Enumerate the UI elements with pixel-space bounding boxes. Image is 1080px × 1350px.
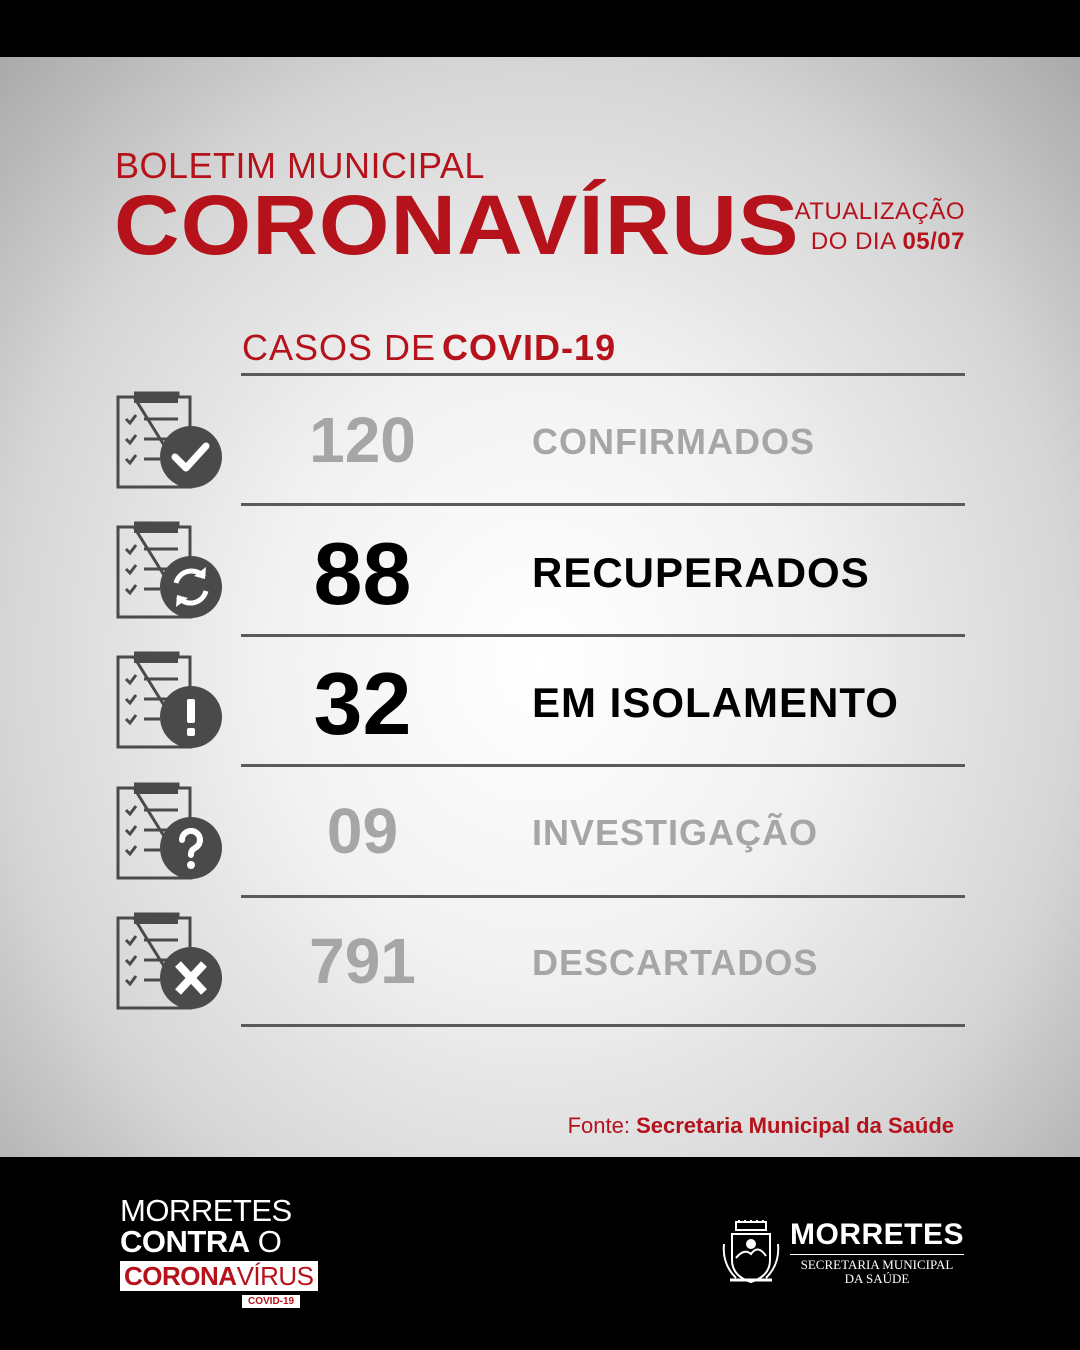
campaign-line1: MORRETES: [120, 1193, 292, 1228]
cases-heading: [242, 327, 616, 369]
stat-row-confirmed: [0, 377, 1080, 507]
cases-heading-bold: COVID-19: [442, 327, 617, 368]
update-date-note: [795, 197, 965, 257]
brand-name: MORRETES: [790, 1218, 965, 1251]
stat-value: 791: [309, 925, 416, 997]
bulletin-title: CORONAVÍRUS: [114, 178, 800, 272]
campaign-line3: [120, 1261, 318, 1291]
stat-row-recovered: [0, 507, 1080, 637]
clipboard-question-icon: [116, 782, 224, 882]
clipboard-refresh-icon: [116, 521, 224, 621]
stat-value: 88: [313, 524, 412, 623]
update-date-line: [795, 227, 965, 257]
stat-label: CONFIRMADOS: [532, 421, 815, 462]
stat-value: 09: [326, 795, 399, 867]
update-date: 05/07: [902, 228, 965, 255]
stat-label: DESCARTADOS: [532, 942, 819, 983]
divider: [241, 373, 965, 376]
municipality-brand: [722, 1218, 972, 1288]
campaign-logo: [120, 1195, 320, 1309]
update-prefix: DO DIA: [810, 228, 903, 255]
stat-label: INVESTIGAÇÃO: [532, 812, 819, 853]
city-seal-icon: [722, 1220, 780, 1284]
bulletin-subtitle: BOLETIM MUNICIPAL: [115, 145, 485, 186]
stat-value: 120: [309, 404, 416, 476]
clipboard-x-icon: [116, 912, 224, 1012]
brand-department-line2: DA SAÚDE: [844, 1271, 910, 1286]
update-label: ATUALIZAÇÃO: [794, 198, 965, 225]
clipboard-alert-icon: [116, 651, 224, 751]
cases-heading-prefix: CASOS DE: [242, 327, 437, 368]
campaign-line3-rest: VÍRUS: [236, 1261, 314, 1291]
top-bar: [0, 0, 1080, 57]
brand-department: [790, 1258, 964, 1286]
campaign-line2: [120, 1226, 320, 1257]
stat-row-isolation: [0, 637, 1080, 767]
campaign-line2-rest: O: [249, 1224, 282, 1259]
campaign-tag: COVID-19: [242, 1295, 300, 1308]
stat-value: 32: [313, 654, 412, 753]
source-prefix: Fonte:: [567, 1113, 637, 1138]
brand-divider: [790, 1254, 964, 1255]
stat-label: RECUPERADOS: [532, 549, 870, 596]
campaign-line2-bold: CONTRA: [120, 1224, 250, 1259]
source-name: Secretaria Municipal da Saúde: [636, 1113, 954, 1138]
stat-row-discarded: [0, 898, 1080, 1028]
clipboard-check-icon: [116, 391, 224, 491]
campaign-line3-bold: CORONA: [124, 1261, 237, 1291]
source-note: [568, 1113, 954, 1139]
stat-row-investigation: [0, 768, 1080, 898]
bulletin-panel: [0, 57, 1080, 1157]
stat-label: EM ISOLAMENTO: [532, 679, 899, 726]
brand-department-line1: SECRETARIA MUNICIPAL: [800, 1257, 954, 1272]
